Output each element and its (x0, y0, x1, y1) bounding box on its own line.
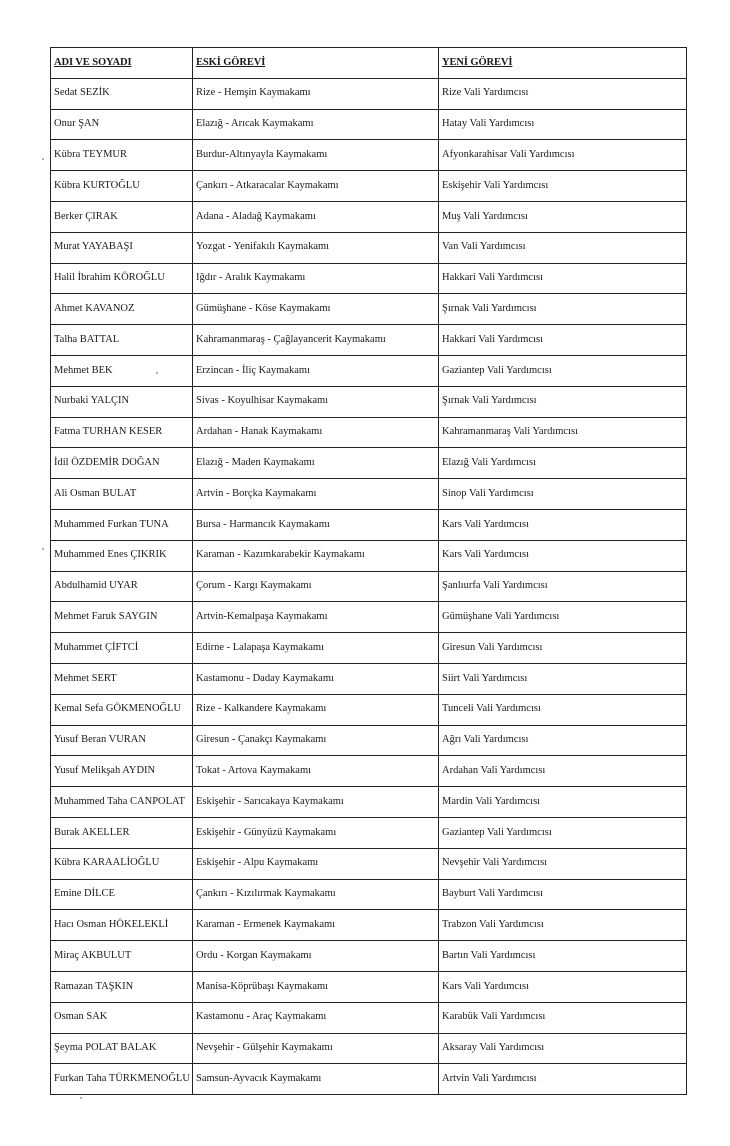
old-position-cell: Sivas - Koyulhisar Kaymakamı (193, 386, 439, 417)
table-row (51, 571, 687, 602)
name-cell: Murat YAYABAŞI (51, 232, 193, 263)
new-position-cell: Bayburt Vali Yardımcısı (439, 879, 687, 910)
new-position-cell: Nevşehir Vali Yardımcısı (439, 848, 687, 879)
table-row (51, 910, 687, 941)
table-row (51, 1033, 687, 1064)
new-position-cell: Gaziantep Vali Yardımcısı (439, 355, 687, 386)
table-row (51, 694, 687, 725)
table-row (51, 663, 687, 694)
new-position-cell: Trabzon Vali Yardımcısı (439, 910, 687, 941)
table-row (51, 417, 687, 448)
new-position-cell: Karabük Vali Yardımcısı (439, 1002, 687, 1033)
old-position-cell: Elazığ - Arıcak Kaymakamı (193, 109, 439, 140)
table-row (51, 756, 687, 787)
new-position-cell: Aksaray Vali Yardımcısı (439, 1033, 687, 1064)
header-row (51, 48, 687, 79)
old-position-cell: Karaman - Ermenek Kaymakamı (193, 910, 439, 941)
table-row (51, 294, 687, 325)
name-cell: Nurbaki YALÇIN (51, 386, 193, 417)
name-cell: Mehmet SERT (51, 663, 193, 694)
name-cell: İdil ÖZDEMİR DOĞAN (51, 448, 193, 479)
name-cell: Abdulhamid UYAR (51, 571, 193, 602)
old-position-cell: Elazığ - Maden Kaymakamı (193, 448, 439, 479)
table-row (51, 140, 687, 171)
old-position-cell: Kastamonu - Araç Kaymakamı (193, 1002, 439, 1033)
new-position-cell: Ardahan Vali Yardımcısı (439, 756, 687, 787)
name-cell: Muhammed Taha CANPOLAT (51, 787, 193, 818)
table-row (51, 787, 687, 818)
old-position-cell: Artvin-Kemalpaşa Kaymakamı (193, 602, 439, 633)
name-cell: Furkan Taha TÜRKMENOĞLU (51, 1064, 193, 1095)
name-cell: Kemal Sefa GÖKMENOĞLU (51, 694, 193, 725)
name-cell: Berker ÇIRAK (51, 201, 193, 232)
old-position-cell: Erzincan - İliç Kaymakamı (193, 355, 439, 386)
old-position-cell: Karaman - Kazımkarabekir Kaymakamı (193, 540, 439, 571)
new-position-cell: Şırnak Vali Yardımcısı (439, 386, 687, 417)
name-cell: Mehmet Faruk SAYGIN (51, 602, 193, 633)
old-position-cell: Eskişehir - Sarıcakaya Kaymakamı (193, 787, 439, 818)
new-position-cell: Rize Vali Yardımcısı (439, 78, 687, 109)
old-position-cell: Eskişehir - Alpu Kaymakamı (193, 848, 439, 879)
name-cell: Kübra KURTOĞLU (51, 171, 193, 202)
name-cell: Halil İbrahim KÖROĞLU (51, 263, 193, 294)
table-row (51, 941, 687, 972)
name-cell: Hacı Osman HÖKELEKLİ (51, 910, 193, 941)
new-position-cell: Hakkari Vali Yardımcısı (439, 263, 687, 294)
name-cell: Emine DİLCE (51, 879, 193, 910)
table-row (51, 386, 687, 417)
old-position-cell: Rize - Hemşin Kaymakamı (193, 78, 439, 109)
new-position-cell: Tunceli Vali Yardımcısı (439, 694, 687, 725)
new-position-cell: Sinop Vali Yardımcısı (439, 479, 687, 510)
old-position-cell: Nevşehir - Gülşehir Kaymakamı (193, 1033, 439, 1064)
new-position-cell: Şanlıurfa Vali Yardımcısı (439, 571, 687, 602)
table-row (51, 78, 687, 109)
new-position-cell: Hakkari Vali Yardımcısı (439, 325, 687, 356)
new-position-cell: Mardin Vali Yardımcısı (439, 787, 687, 818)
new-position-cell: Kahramanmaraş Vali Yardımcısı (439, 417, 687, 448)
name-cell: Muhammet ÇİFTCİ (51, 633, 193, 664)
old-position-cell: Iğdır - Aralık Kaymakamı (193, 263, 439, 294)
name-cell: Yusuf Beran VURAN (51, 725, 193, 756)
new-position-cell: Kars Vali Yardımcısı (439, 971, 687, 1002)
old-position-cell: Gümüşhane - Köse Kaymakamı (193, 294, 439, 325)
name-cell: Osman SAK (51, 1002, 193, 1033)
name-cell: Şeyma POLAT BALAK (51, 1033, 193, 1064)
new-position-cell: Van Vali Yardımcısı (439, 232, 687, 263)
old-position-cell: Yozgat - Yenifakılı Kaymakamı (193, 232, 439, 263)
old-position-cell: Çankırı - Kızılırmak Kaymakamı (193, 879, 439, 910)
old-position-cell: Kastamonu - Daday Kaymakamı (193, 663, 439, 694)
new-position-cell: Artvin Vali Yardımcısı (439, 1064, 687, 1095)
scan-speck (42, 548, 44, 550)
name-cell: Mehmet BEK (51, 355, 193, 386)
header-name: ADI VE SOYADI (51, 48, 193, 79)
old-position-cell: Bursa - Harmancık Kaymakamı (193, 509, 439, 540)
name-cell: Talha BATTAL (51, 325, 193, 356)
name-cell: Yusuf Melikşah AYDIN (51, 756, 193, 787)
name-cell: Ahmet KAVANOZ (51, 294, 193, 325)
table-body (51, 78, 687, 1094)
old-position-cell: Burdur-Altınyayla Kaymakamı (193, 140, 439, 171)
new-position-cell: Afyonkarahisar Vali Yardımcısı (439, 140, 687, 171)
table-row (51, 232, 687, 263)
table-row (51, 201, 687, 232)
old-position-cell: Ordu - Korgan Kaymakamı (193, 941, 439, 972)
table-row (51, 325, 687, 356)
table-row (51, 509, 687, 540)
scan-speck (156, 372, 158, 374)
old-position-cell: Artvin - Borçka Kaymakamı (193, 479, 439, 510)
table-row (51, 479, 687, 510)
new-position-cell: Muş Vali Yardımcısı (439, 201, 687, 232)
name-cell: Miraç AKBULUT (51, 941, 193, 972)
table-row (51, 602, 687, 633)
old-position-cell: Edirne - Lalapaşa Kaymakamı (193, 633, 439, 664)
old-position-cell: Samsun-Ayvacık Kaymakamı (193, 1064, 439, 1095)
name-cell: Ramazan TAŞKIN (51, 971, 193, 1002)
old-position-cell: Manisa-Köprübaşı Kaymakamı (193, 971, 439, 1002)
name-cell: Kübra TEYMUR (51, 140, 193, 171)
old-position-cell: Kahramanmaraş - Çağlayancerit Kaymakamı (193, 325, 439, 356)
scan-speck (42, 158, 44, 160)
appointments-table (50, 47, 687, 1095)
new-position-cell: Gaziantep Vali Yardımcısı (439, 817, 687, 848)
header-new-position: YENİ GÖREVİ (439, 48, 687, 79)
old-position-cell: Çorum - Kargı Kaymakamı (193, 571, 439, 602)
table-row (51, 1064, 687, 1095)
new-position-cell: Ağrı Vali Yardımcısı (439, 725, 687, 756)
name-cell: Fatma TURHAN KESER (51, 417, 193, 448)
name-cell: Burak AKELLER (51, 817, 193, 848)
new-position-cell: Giresun Vali Yardımcısı (439, 633, 687, 664)
table-row (51, 817, 687, 848)
new-position-cell: Bartın Vali Yardımcısı (439, 941, 687, 972)
old-position-cell: Giresun - Çanakçı Kaymakamı (193, 725, 439, 756)
new-position-cell: Elazığ Vali Yardımcısı (439, 448, 687, 479)
name-cell: Onur ŞAN (51, 109, 193, 140)
scan-speck (80, 1097, 82, 1099)
name-cell: Muhammed Enes ÇIKRIK (51, 540, 193, 571)
table-row (51, 448, 687, 479)
table-row (51, 879, 687, 910)
new-position-cell: Gümüşhane Vali Yardımcısı (439, 602, 687, 633)
table-header (51, 48, 687, 79)
name-cell: Sedat SEZİK (51, 78, 193, 109)
old-position-cell: Rize - Kalkandere Kaymakamı (193, 694, 439, 725)
old-position-cell: Adana - Aladağ Kaymakamı (193, 201, 439, 232)
table-row (51, 355, 687, 386)
table-row (51, 540, 687, 571)
new-position-cell: Siirt Vali Yardımcısı (439, 663, 687, 694)
name-cell: Kübra KARAALİOĞLU (51, 848, 193, 879)
name-cell: Ali Osman BULAT (51, 479, 193, 510)
table-row (51, 848, 687, 879)
new-position-cell: Kars Vali Yardımcısı (439, 509, 687, 540)
table-row (51, 171, 687, 202)
new-position-cell: Şırnak Vali Yardımcısı (439, 294, 687, 325)
table-row (51, 1002, 687, 1033)
old-position-cell: Çankırı - Atkaracalar Kaymakamı (193, 171, 439, 202)
table-row (51, 971, 687, 1002)
table-row (51, 109, 687, 140)
table-row (51, 725, 687, 756)
header-old-position: ESKİ GÖREVİ (193, 48, 439, 79)
table-row (51, 263, 687, 294)
old-position-cell: Tokat - Artova Kaymakamı (193, 756, 439, 787)
new-position-cell: Hatay Vali Yardımcısı (439, 109, 687, 140)
new-position-cell: Kars Vali Yardımcısı (439, 540, 687, 571)
name-cell: Muhammed Furkan TUNA (51, 509, 193, 540)
table-row (51, 633, 687, 664)
old-position-cell: Ardahan - Hanak Kaymakamı (193, 417, 439, 448)
new-position-cell: Eskişehir Vali Yardımcısı (439, 171, 687, 202)
old-position-cell: Eskişehir - Günyüzü Kaymakamı (193, 817, 439, 848)
